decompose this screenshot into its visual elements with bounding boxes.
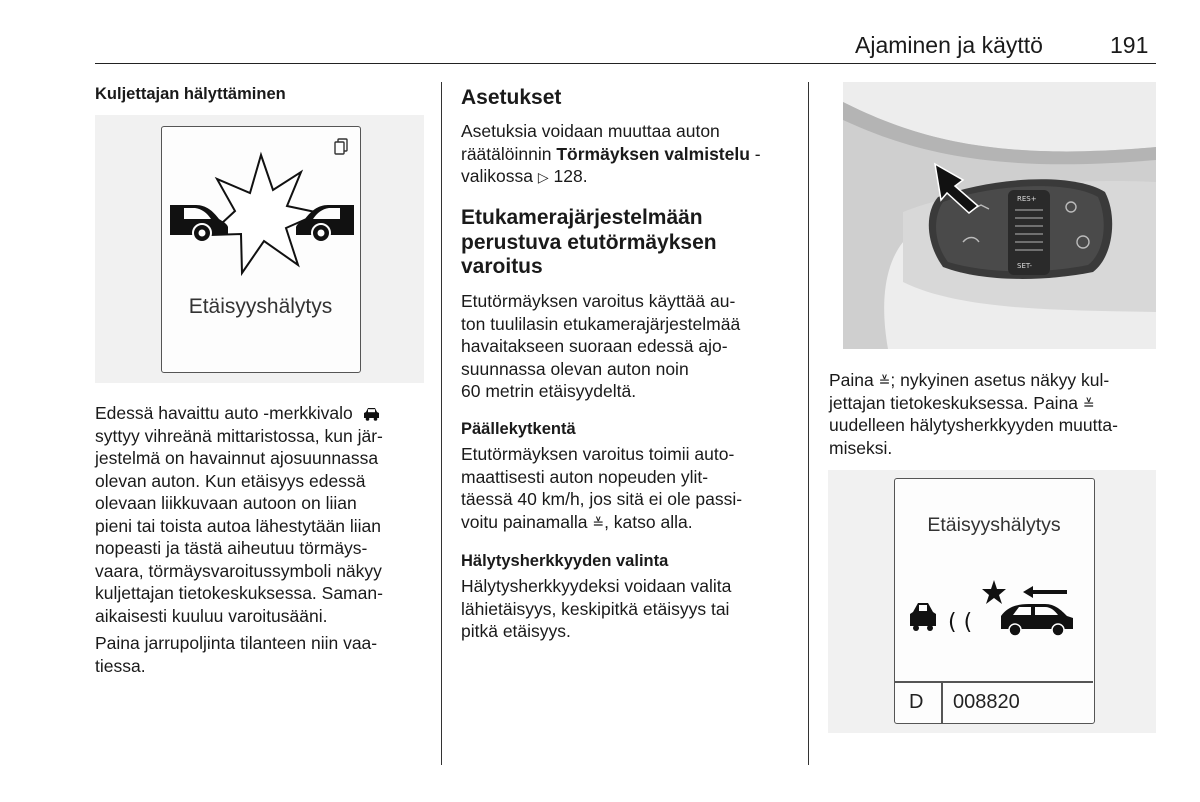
fcw-line4: suunnassa olevan auton noin (461, 358, 689, 379)
col1-para2-line1: Paina jarrupoljinta tilanteen niin vaa- (95, 633, 378, 653)
sensitivity-line3: pitkä etäisyys. (461, 621, 571, 641)
sensitivity-display (894, 478, 1095, 724)
column-divider-1 (441, 82, 442, 765)
col3-line1: Paina ≚; nykyinen asetus näkyy kul- (829, 370, 1110, 390)
page-copy-icon (335, 139, 347, 154)
activation-line4: voitu painamalla ≚, katso alla. (461, 511, 693, 532)
car-left-icon (170, 205, 228, 242)
sensitivity-line1: Hälytysherkkyydeksi voidaan valita (461, 576, 732, 596)
col1-para1-line3: jestelmä on havainnut ajosuunnassa (95, 448, 379, 468)
section-heading-activation: Päällekytkentä (461, 420, 576, 438)
col1-para1-line1: Edessä havaittu auto -merkkivalo (95, 402, 380, 425)
activation-line2: maattisesti auton nopeuden ylit- (461, 466, 709, 487)
display-code-number: 008820 (953, 691, 1020, 713)
car-ahead-icon (910, 603, 936, 631)
col1-para1-line4: olevan auton. Kun etäisyys edessä (95, 470, 366, 491)
svg-text:RES+: RES+ (1017, 195, 1037, 203)
display-label-distance-alert: Etäisyyshälytys (188, 295, 333, 318)
settings-line1: Asetuksia voidaan muuttaa auton (461, 121, 720, 141)
section-heading-sensitivity: Hälytysherkkyyden valinta (461, 552, 669, 570)
svg-text:( (: ( ( (948, 610, 973, 635)
car-ahead-icon (363, 407, 380, 421)
settings-line3: valikossa ▷ 128. (461, 166, 588, 186)
section-heading-fcw-line3: varoitus (461, 255, 543, 278)
collision-alert-button-icon: ≚ (878, 374, 891, 390)
approach-arrow-icon (1023, 586, 1067, 598)
steering-wheel-photo (843, 82, 1156, 349)
chapter-title: Ajaminen ja käyttö (855, 32, 1043, 58)
menu-name-collision-prep: Törmäyksen valmistelu (556, 143, 750, 164)
col3-line3: uudelleen hälytysherkkyyden muutta- (829, 415, 1118, 435)
collision-alert-button-icon: ≚ (592, 515, 605, 532)
col1-para1-line5: olevaan liikkuvaan autoon on liian (95, 493, 357, 513)
svg-text:SET-: SET- (1017, 262, 1033, 270)
car-lead-icon (1001, 604, 1073, 636)
section-heading-settings: Asetukset (461, 86, 562, 109)
collision-star-icon (982, 580, 1006, 604)
distance-alert-display (161, 126, 361, 373)
page-reference-arrow-icon: ▷ (537, 170, 549, 186)
col1-para1-line7: nopeasti ja tästä aiheutuu törmäys- (95, 538, 368, 558)
section-heading-driver-alert: Kuljettajan hälyttäminen (95, 85, 286, 103)
fcw-line1: Etutörmäyksen varoitus käyttää au- (461, 291, 736, 311)
column-divider-2 (808, 82, 809, 765)
sensitivity-illustration (895, 574, 1093, 654)
settings-line2: räätälöinnin Törmäyksen valmistelu - (461, 143, 761, 164)
col3-line4: miseksi. (829, 437, 893, 458)
display-divider (895, 681, 1093, 683)
sensitivity-display-title: Etäisyyshälytys (927, 514, 1061, 536)
collision-alert-button-icon: ≚ (1082, 396, 1095, 413)
col1-para1-line8: vaara, törmäysvaroitussymboli näkyy (95, 560, 382, 581)
header-rule (95, 63, 1156, 64)
fcw-line3: havaitakseen suoraan edessä ajo- (461, 336, 728, 356)
collision-illustration (162, 127, 359, 371)
col3-line2: jettajan tietokeskuksessa. Paina ≚ (829, 392, 1095, 413)
section-heading-fcw-line1: Etukamerajärjestelmään (461, 206, 703, 229)
page-number: 191 (1110, 32, 1149, 58)
col1-para1-line10: aikaisesti kuuluu varoitusääni. (95, 605, 328, 626)
fcw-line2: ton tuulilasin etukamerajärjestelmää (461, 313, 741, 334)
sensitivity-line2: lähietäisyys, keskipitkä etäisyys tai (461, 598, 730, 619)
col1-para2-line2: tiessa. (95, 655, 146, 676)
activation-line1: Etutörmäyksen varoitus toimii auto- (461, 444, 735, 464)
fcw-line5: 60 metrin etäisyydeltä. (461, 381, 637, 401)
display-code-letter: D (909, 691, 924, 713)
section-heading-fcw-line2: perustuva etutörmäyksen (461, 230, 717, 254)
display-code-separator (941, 682, 943, 723)
activation-line3: täessä 40 km/h, jos sitä ei ole passi- (461, 489, 743, 509)
col1-para1-line9: kuljettajan tietokeskuksessa. Saman- (95, 583, 383, 603)
col1-para1-line2: syttyy vihreänä mittaristossa, kun jär- (95, 425, 383, 446)
collision-star-icon (209, 155, 320, 273)
col1-para1-line6: pieni tai toista autoa lähestytään liian (95, 515, 382, 536)
